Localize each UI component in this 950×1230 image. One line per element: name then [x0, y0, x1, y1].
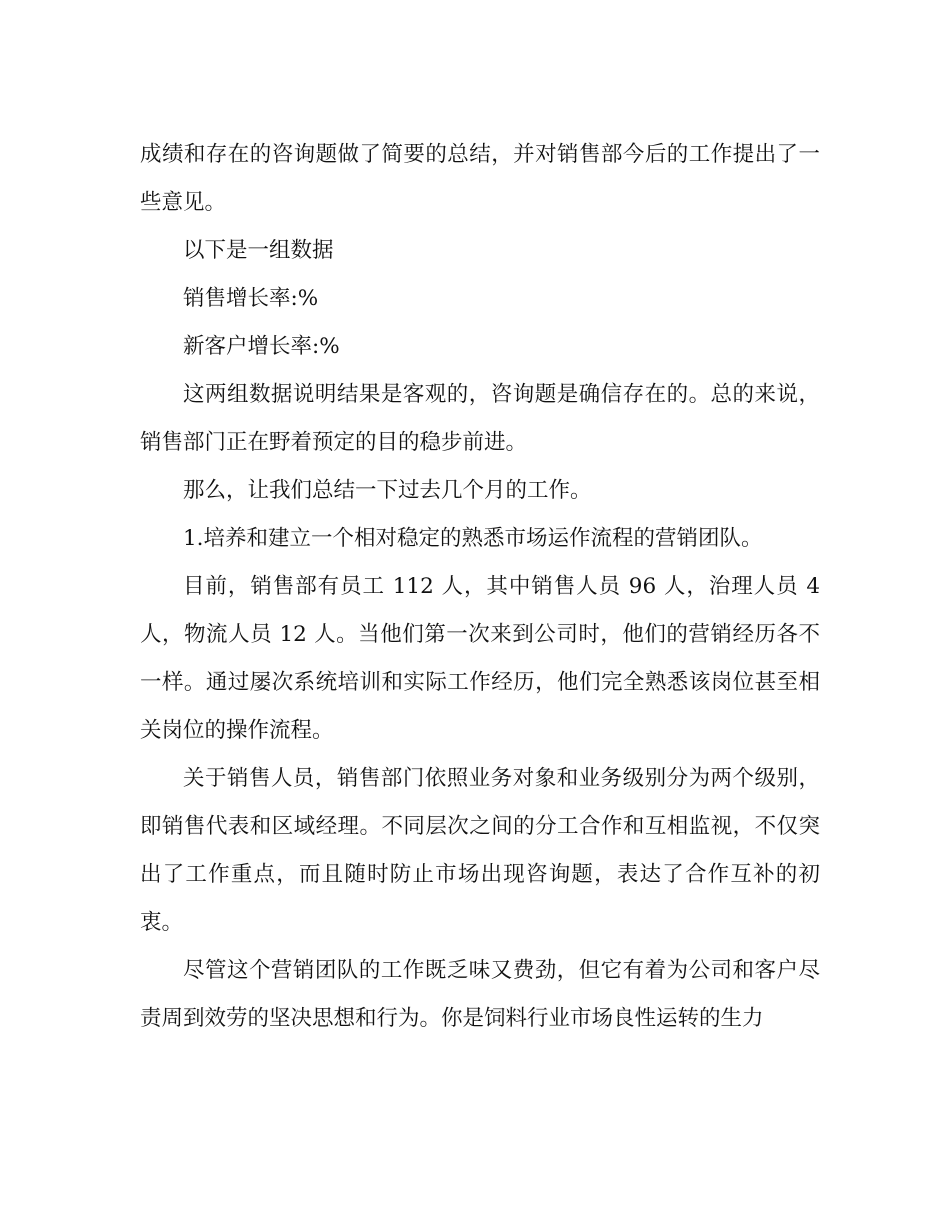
- paragraph-8: 目前，销售部有员工 112 人，其中销售人员 96 人，治理人员 4 人，物流人员 12 人。当他们第一次来到公司时，他们的营销经历各不一样。通过屡次系统培训和实际工作经历，他们完全熟悉该岗位甚至相关岗位的操作流程。: [140, 574, 827, 743]
- paragraph-6: 那么，让我们总结一下过去几个月的工作。: [183, 478, 592, 503]
- paragraph-1: 成绩和存在的咨询题做了简要的总结，并对销售部今后的工作提出了一些意见。: [140, 142, 820, 215]
- paragraph-4: 新客户增长率:%: [183, 334, 340, 359]
- paragraph-10: 尽管这个营销团队的工作既乏味又费劲，但它有着为公司和客户尽责周到效劳的坚决思想和行为。你是饲料行业市场良性运转的生力: [140, 958, 820, 1031]
- paragraph-9: 关于销售人员，销售部门依照业务对象和业务级别分为两个级别，即销售代表和区域经理。不同层次之间的分工合作和互相监视，不仅突出了工作重点，而且随时防止市场出现咨询题，表达了合作互补的初衷。: [140, 766, 820, 935]
- paragraph-5: 这两组数据说明结果是客观的，咨询题是确信存在的。总的来说，销售部门正在野着预定的目的稳步前进。: [140, 382, 820, 455]
- paragraph-2: 以下是一组数据: [183, 238, 334, 263]
- document-body: [140, 131, 827, 1043]
- paragraph-3: 销售增长率:%: [183, 286, 319, 311]
- paragraph-7: 1.培养和建立一个相对稳定的熟悉市场运作流程的营销团队。: [183, 526, 763, 551]
